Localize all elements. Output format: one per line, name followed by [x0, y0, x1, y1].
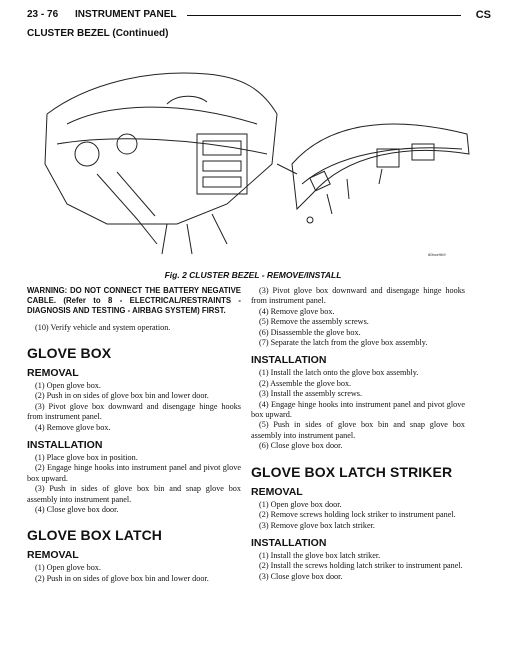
latch-removal-step: (5) Remove the assembly screws.: [259, 317, 369, 327]
header-rule: [187, 15, 461, 16]
latch-install-step: (3) Install the assembly screws.: [259, 389, 362, 399]
steering-column: [97, 172, 157, 244]
latch-striker-heading: GLOVE BOX LATCH STRIKER: [251, 463, 453, 480]
latch-install-step: (1) Install the latch onto the glove box assembly.: [259, 368, 419, 378]
center-stack: [197, 134, 247, 194]
dash-face: [45, 114, 277, 224]
vehicle-code: CS: [475, 9, 491, 21]
latch-removal-heading: REMOVAL: [27, 549, 79, 562]
glove-box-heading: GLOVE BOX: [27, 345, 112, 362]
glove-box-install-step: (2) Engage hinge hooks into instrument panel and pivot glove box upward.: [27, 463, 241, 483]
glove-box-removal-step: (2) Push in on sides of glove box bin and lower door.: [35, 391, 209, 401]
leader-line: [277, 164, 297, 174]
latch-removal-step: (3) Pivot glove box downward and disengage hinge hooks from instrument panel.: [251, 286, 465, 306]
latch-removal-step: (7) Separate the latch from the glove box assembly.: [259, 338, 428, 348]
latch-removal-step: (6) Disassemble the glove box.: [259, 327, 361, 337]
latch-removal-step: (1) Open glove box.: [35, 563, 101, 573]
striker-removal-step: (1) Open glove box door.: [259, 499, 342, 509]
latch-install-step: (4) Engage hinge hooks into instrument panel and pivot glove box upward.: [251, 399, 465, 420]
striker-install-step: (3) Close glove box door.: [259, 571, 343, 581]
glove-box-install-step: (4) Close glove box door.: [35, 505, 119, 515]
latch-install-step: (5) Push in sides of glove box bin and snap glove box assembly into instrument panel.: [251, 420, 465, 440]
latch-install-step: (6) Close glove box door.: [259, 441, 343, 451]
glove-box-removal-step: (4) Remove glove box.: [35, 422, 111, 432]
glove-box-removal-step: (1) Open glove box.: [35, 381, 101, 391]
striker-removal-step: (3) Remove glove box latch striker.: [259, 520, 375, 530]
striker-install-step: (2) Install the screws holding latch striker to instrument panel.: [259, 561, 463, 571]
page-number: 23 - 76: [27, 9, 59, 20]
latch-install-heading: INSTALLATION: [251, 354, 327, 367]
striker-install-heading: INSTALLATION: [251, 536, 327, 549]
latch-removal-step: (4) Remove glove box.: [259, 306, 335, 316]
battery-warning: WARNING: DO NOT CONNECT THE BATTERY NEGATIVE CABLE. (Refer to 8 - ELECTRICAL/RESTRAINTS - DIAGNOSIS AND TESTING - AIRBAG SYSTEM) FIRST.: [27, 286, 241, 316]
glove-box-install-heading: INSTALLATION: [27, 439, 103, 452]
latch-removal-step: (2) Push in on sides of glove box bin and lower door.: [35, 573, 209, 583]
glove-box-install-step: (3) Push in sides of glove box bin and snap glove box assembly into instrument panel.: [27, 484, 241, 504]
glove-box-latch-heading: GLOVE BOX LATCH: [27, 527, 163, 544]
page-header: [27, 9, 491, 23]
cluster-bezel-illustration: [27, 44, 491, 264]
section-title: INSTRUMENT PANEL: [75, 9, 177, 20]
figure-caption: Fig. 2 CLUSTER BEZEL - REMOVE/INSTALL: [164, 270, 342, 280]
left-column: [27, 286, 241, 584]
right-column: [251, 286, 465, 582]
striker-removal-step: (2) Remove screws holding lock striker to instrument panel.: [259, 510, 456, 520]
glove-box-removal-heading: REMOVAL: [27, 367, 79, 380]
striker-removal-heading: REMOVAL: [251, 485, 303, 498]
glove-box-removal-step: (3) Pivot glove box downward and disengage hinge hooks from instrument panel.: [27, 401, 241, 422]
topic-subheader: CLUSTER BEZEL (Continued): [27, 28, 169, 39]
glove-box-install-step: (1) Place glove box in position.: [35, 453, 138, 463]
dash-top-outline: [47, 73, 277, 114]
figure-id: 80bce9b9: [428, 252, 446, 257]
latch-install-step: (2) Assemble the glove box.: [259, 378, 352, 388]
step-10: (10) Verify vehicle and system operation.: [35, 322, 171, 332]
striker-install-step: (1) Install the glove box latch striker.: [259, 550, 381, 560]
